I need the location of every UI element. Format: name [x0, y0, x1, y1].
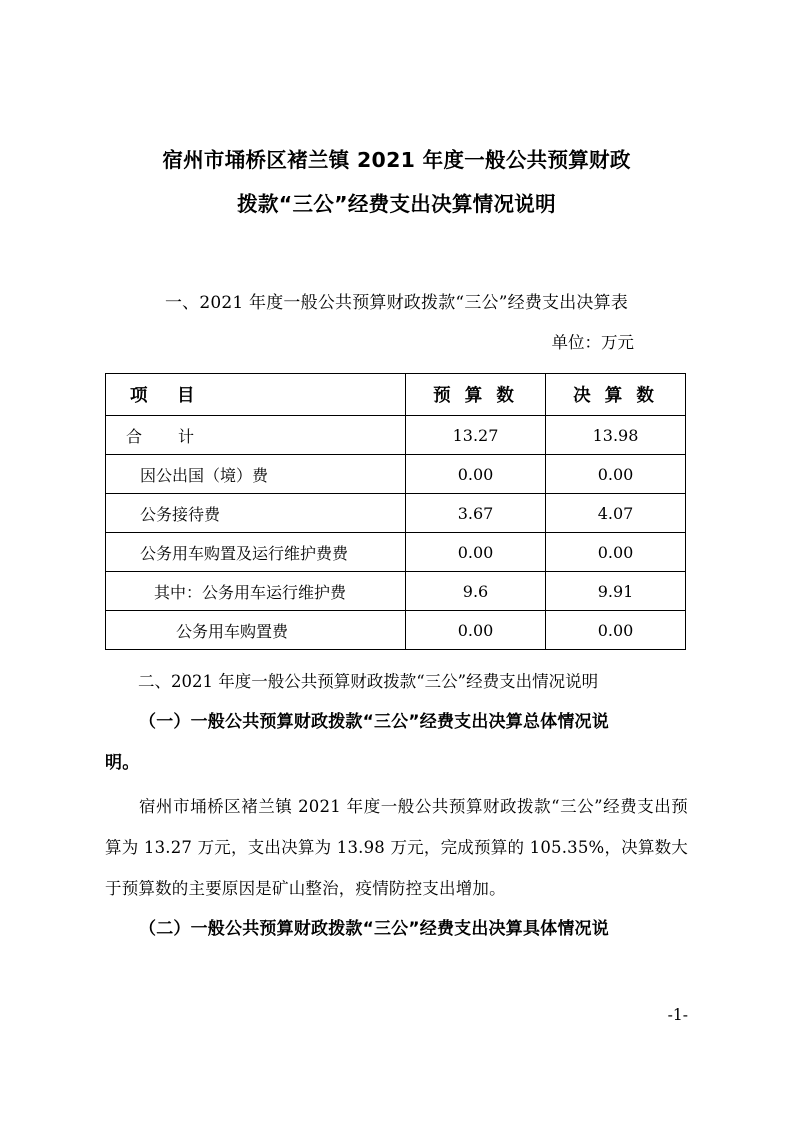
row-final: 4.07	[546, 494, 686, 533]
row-budget: 0.00	[406, 533, 546, 572]
row-final: 0.00	[546, 533, 686, 572]
unit-note: 单位：万元	[551, 333, 634, 352]
table-header-row	[106, 374, 686, 416]
row-label: 公务接待费	[140, 504, 221, 524]
row-final: 13.98	[546, 416, 686, 455]
section-heading-1: 一、2021 年度一般公共预算财政拨款“三公”经费支出决算表	[164, 293, 629, 313]
budget-table	[105, 373, 686, 650]
sub-heading-1-line-1: （一）一般公共预算财政拨款“三公”经费支出决算总体情况说	[139, 712, 609, 732]
row-label: 因公出国（境）费	[140, 465, 269, 485]
table-header-item: 项 目	[130, 386, 201, 406]
row-final: 0.00	[546, 611, 686, 650]
row-label: 公务用车购置费	[176, 621, 289, 641]
sub-heading-1-line-2: 明。	[105, 753, 140, 773]
table-row	[106, 455, 686, 494]
body-paragraph-1: 宿州市埇桥区褚兰镇 2021 年度一般公共预算财政拨款“三公”经费支出预算为 13.27 万元，支出决算为 13.98 万元，完成预算的 105.35%，决算数大于预算数的主要原因是矿山整治，疫情防控支出增加。	[105, 797, 688, 898]
page-title-line-2: 拨款“三公”经费支出决算情况说明	[237, 192, 556, 216]
sub-heading-2: （二）一般公共预算财政拨款“三公”经费支出决算具体情况说	[139, 919, 609, 939]
section-heading-2: 二、2021 年度一般公共预算财政拨款“三公”经费支出情况说明	[138, 672, 599, 691]
table-row	[106, 494, 686, 533]
table-header-budget: 预 算 数	[406, 374, 546, 416]
row-label: 公务用车购置及运行维护费费	[140, 543, 349, 563]
row-budget: 9.6	[406, 572, 546, 611]
table-row	[106, 611, 686, 650]
table-row	[106, 416, 686, 455]
row-budget: 0.00	[406, 455, 546, 494]
page-title	[105, 138, 688, 226]
row-label: 合 计	[126, 426, 205, 446]
table-row	[106, 572, 686, 611]
row-budget: 3.67	[406, 494, 546, 533]
page-title-line-1: 宿州市埇桥区褚兰镇 2021 年度一般公共预算财政	[162, 148, 631, 172]
row-budget: 0.00	[406, 611, 546, 650]
row-final: 9.91	[546, 572, 686, 611]
row-final: 0.00	[546, 455, 686, 494]
row-label: 其中：公务用车运行维护费	[154, 582, 347, 602]
row-budget: 13.27	[406, 416, 546, 455]
table-row	[106, 533, 686, 572]
table-header-final: 决 算 数	[546, 374, 686, 416]
page-number: -1-	[667, 1006, 688, 1024]
